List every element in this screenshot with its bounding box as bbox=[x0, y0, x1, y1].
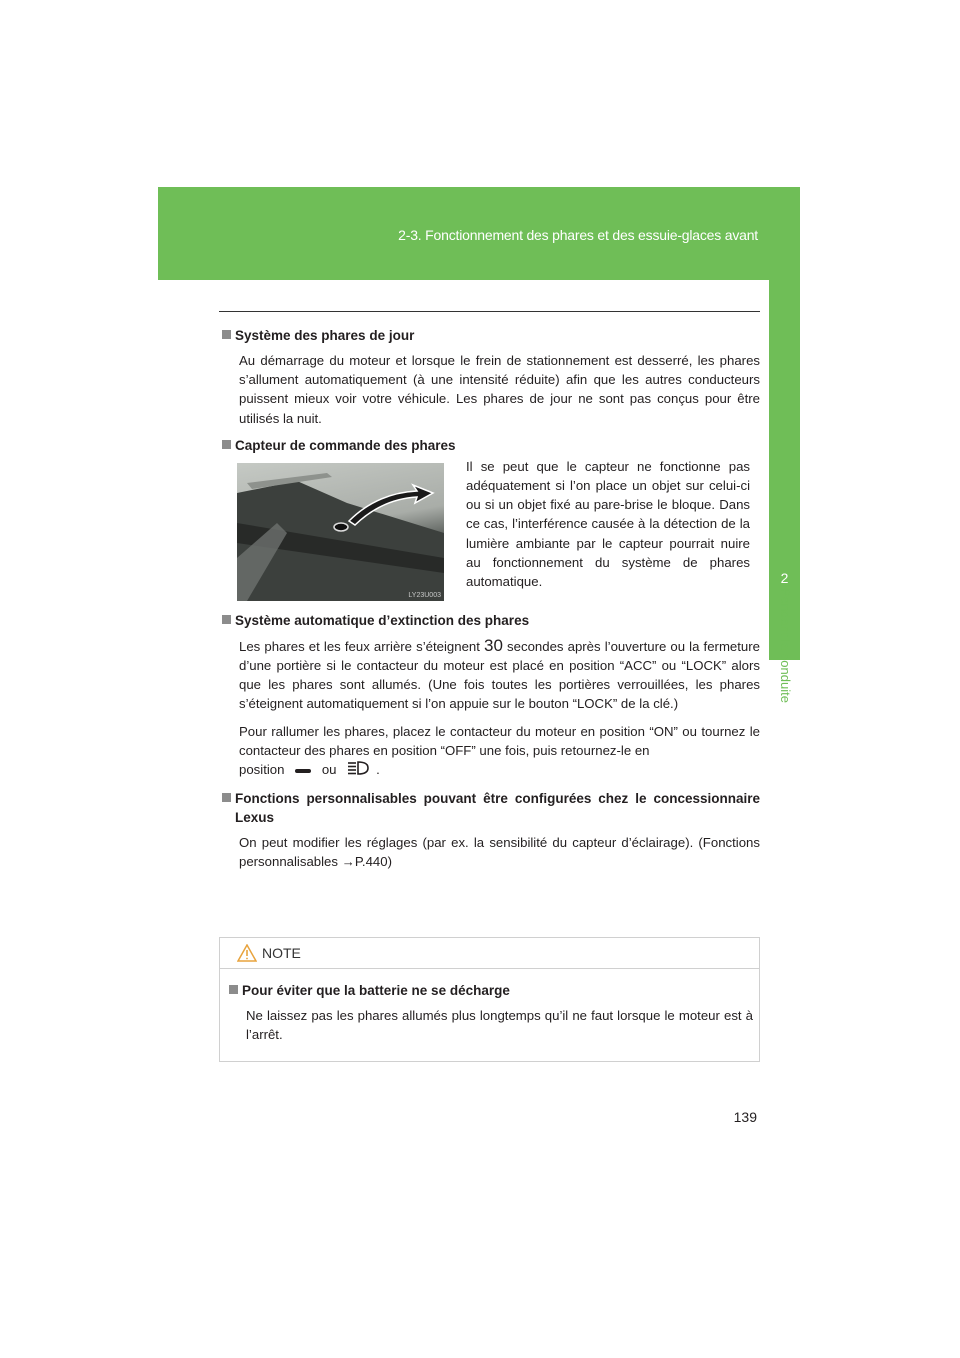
section-title-daytime-lights bbox=[219, 326, 760, 345]
note-title bbox=[226, 981, 753, 1000]
auto-off-paragraph-1 bbox=[239, 636, 760, 714]
text-run: ou bbox=[321, 762, 337, 778]
note-body bbox=[220, 969, 759, 1044]
note-text: Ne laissez pas les phares allumés plus longtemps qu’il ne faut lorsque le moteur est à l’arrêt. bbox=[246, 1008, 753, 1043]
bullet-square-icon bbox=[222, 440, 231, 449]
customizable-paragraph: On peut modifier les réglages (par ex. la sensibilité du capteur d’éclairage). (Fonctions personnalisables →P.440) bbox=[239, 835, 760, 870]
headlight-icon bbox=[346, 760, 370, 781]
text-run: position bbox=[239, 762, 285, 778]
header-band bbox=[158, 187, 800, 280]
page-number: 139 bbox=[733, 1109, 757, 1125]
sensor-paragraph: Il se peut que le capteur ne fonctionne pas adéquatement si l’on place un objet sur celui-ci ou si un objet fixé au pare-brise le bloque. Dans ce cas, l’interférence causée à la détection de la lumière ambiante par le capteur pourrait nuire au fonctionnement du système de phares automatique. bbox=[466, 458, 750, 590]
parking-light-icon bbox=[294, 761, 312, 780]
section-title-text: Système automatique d’extinction des phares bbox=[235, 612, 530, 628]
dashboard-sensor-photo bbox=[237, 463, 444, 601]
seconds-value: 30 bbox=[484, 635, 503, 655]
section-title-sensor bbox=[219, 436, 760, 455]
auto-off-paragraph-2 bbox=[239, 722, 760, 782]
section-title-customizable bbox=[219, 789, 760, 827]
text-run: Pour rallumer les phares, placez le contacteur du moteur en position “ON” ou tournez le contacteur des phares en position “OFF” une fois, puis retournez-le en bbox=[239, 723, 760, 758]
note-label: NOTE bbox=[262, 945, 301, 961]
daytime-lights-paragraph: Au démarrage du moteur et lorsque le frein de stationnement est desserré, les phares s’allument automatiquement (à une intensité réduite) afin que les autres conducteurs puissent mieux voir votre véhicule. Les phares de jour ne sont pas conçus pour être utilisés la nuit. bbox=[239, 353, 760, 426]
text-run: . bbox=[376, 762, 380, 778]
sensor-photo-illustration bbox=[237, 463, 444, 601]
section-title-auto-off bbox=[219, 611, 760, 630]
section-title-text: Système des phares de jour bbox=[235, 328, 415, 343]
warning-triangle-icon bbox=[237, 944, 257, 967]
note-title-text: Pour éviter que la batterie ne se décharge bbox=[242, 983, 510, 998]
section-header-title: 2-3. Fonctionnement des phares et des essuie-glaces avant bbox=[398, 227, 758, 243]
text-run: secondes après l’ouverture ou la fermeture d’une portière si le contacteur du moteur est placé en position “ACC” ou “LOCK” alors que les phares sont allumés. (Une fois toutes les portières verrouillées, les phares s’éteignent automatiquement si l’on appuie sur le bouton “LOCK” de la clé.) bbox=[239, 638, 760, 712]
page-content bbox=[219, 326, 760, 880]
section-title-text: Capteur de commande des phares bbox=[235, 437, 456, 453]
bullet-square-icon bbox=[229, 985, 238, 994]
bullet-square-icon bbox=[222, 330, 231, 339]
chapter-label: Pendant la conduite bbox=[778, 588, 793, 703]
note-header bbox=[220, 938, 759, 969]
chapter-number: 2 bbox=[780, 570, 789, 586]
note-box bbox=[219, 937, 760, 1062]
sensor-figure-row bbox=[219, 458, 760, 603]
text-run: Les phares et les feux arrière s’éteignent bbox=[239, 638, 485, 654]
bullet-square-icon bbox=[222, 615, 231, 624]
image-code: LY23U003 bbox=[408, 591, 441, 599]
bullet-square-icon bbox=[222, 793, 231, 802]
top-rule bbox=[219, 311, 760, 312]
section-title-text: Fonctions personnalisables pouvant être configurées chez le concessionnaire Lexus bbox=[235, 791, 760, 826]
